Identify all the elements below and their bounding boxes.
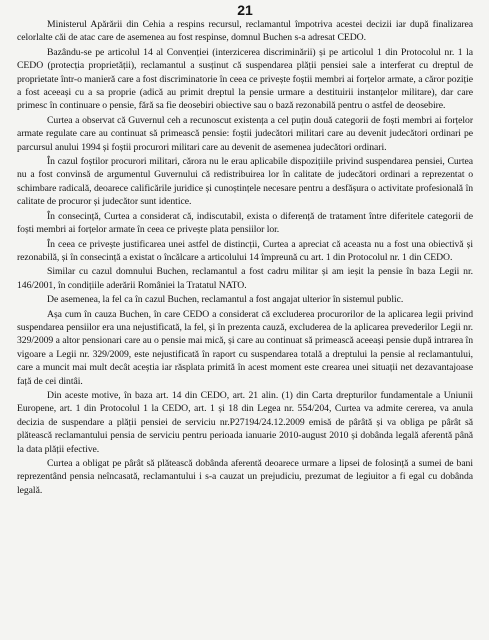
paragraph-buchen-appeal: Ministerul Apărării din Cehia a respins recursul, reclamantul împotriva acestei decizii iar după finalizarea celorlalte căi de atac care de asemenea au fost respinse, domnul Buchen s-a adresat CEDO. — [17, 19, 473, 44]
paragraph-analogy: Așa cum în cauza Buchen, în care CEDO a considerat că excluderea procurorilor de la aplicarea legii privind suspendarea pensiilor era una nejustificată, la fel, și în prezenta cauză, excluderea de la aplicarea prevederilor Legii nr. 329/2009 a altor pensionari care au o pensie mai mică, și care au continuat să primească aceeași pensie după intrarea în vigoare a Legii nr. 329/2009, este nejustificată în raport cu suspendarea totală a dreptului la pensie al reclamantului, care a muncit mai mult decât aceștia iar răsplata primită în acest moment este crearea unei situații net dezavantajoase față de cei dintâi. — [17, 308, 473, 387]
paragraph-public-employment: De asemenea, la fel ca în cazul Buchen, reclamantul a fost angajat ulterior în sistemul public. — [47, 294, 404, 306]
page-number: 21 — [237, 2, 253, 18]
paragraph-military-prosecutors: În cazul foștilor procurori militari, cărora nu le erau aplicabile dispozițiile privind suspendarea pensiei, Curtea nu a fost convinsă de argumentul Guvernului că redistribuirea lor în calitate de judecători ordinari a reprezentat o schimbare radicală, deoarece calificările juridice și cunoștințele necesare pentru a desfășura o activitate profesională în calitate de procuror și judecător sunt identice. — [17, 156, 473, 208]
paragraph-ruling: Din aceste motive, în baza art. 14 din CEDO, art. 21 alin. (1) din Carta drepturilor fundamentale a Uniunii Europene, art. 1 din Protocolul 1 la CEDO, art. 1 și 18 din Legea nr. 554/204, Curtea va admite cererea, va anula decizia de suspendare a plății pensiei de serviciu nr.P27194/24.12.2009 emisă de pârâtă și va obliga pe pârât să plătească reclamantului pensia de serviciu pentru perioada ianuarie 2010-august 2010 și dobânda legală aferentă până la data plății efective. — [17, 389, 473, 455]
paragraph-court-observation: Curtea a observat că Guvernul ceh a recunoscut existența a cel puțin două categorii de foști membri ai forțelor armate regulate care au continuat să primească pensie: foștii judecători militari care au devenit judecători ordinari pe parcursul anului 1994 și foștii procurori militari care au devenit de asemenea judecători ordinari. — [17, 114, 473, 153]
paragraph-similarity: Similar cu cazul domnului Buchen, reclamantul a fost cadru militar și am ieșit la pensie în baza Legii nr. 146/2001, în condițiile aderării României la Tratatul NATO. — [17, 266, 473, 291]
document-body — [17, 18, 473, 497]
paragraph-complaint-grounds: Bazându-se pe articolul 14 al Convenției (interzicerea discriminării) și pe articolul 1 din Protocolul nr. 1 la CEDO (protecția proprietății), reclamantul a susținut că suspendarea plății pensiei sale a interferat cu dreptul de proprietate într-o manieră care a fost discriminatorie în ceea ce privește foștii membri ai forțelor armate, a căror poziție a fost aceeași cu a sa proprie (adică au primit dreptul la pensie urmare a destituirii instanțelor militare), dar care primesc în continuare o pensie, fără sa fie deosebiri obiective sau o bază rezonabilă pentru o astfel de deosebire. — [17, 46, 473, 112]
paragraph-interest: Curtea a obligat pe pârât să plătească dobânda aferentă deoarece urmare a lipsei de folosință a sumei de bani reprezentând pensia neîncasată, reclamantului i s-a cauzat un prejudiciu, prezumat de legiuitor a fi egal cu dobânda legală. — [17, 458, 473, 496]
paragraph-difference-of-treatment: În consecință, Curtea a considerat că, indiscutabil, exista o diferență de tratament între diferitele categorii de foști membri ai forțelor armate în ceea ce privește plata pensiilor lor. — [17, 210, 473, 236]
paragraph-justification: În ceea ce privește justificarea unei astfel de distincții, Curtea a apreciat că aceasta nu a fost una obiectivă și rezonabilă, și în consecință a existat o încălcare a articolului 14 împreună cu art. 1 din Protocolul nr. 1 din CEDO. — [17, 238, 473, 263]
